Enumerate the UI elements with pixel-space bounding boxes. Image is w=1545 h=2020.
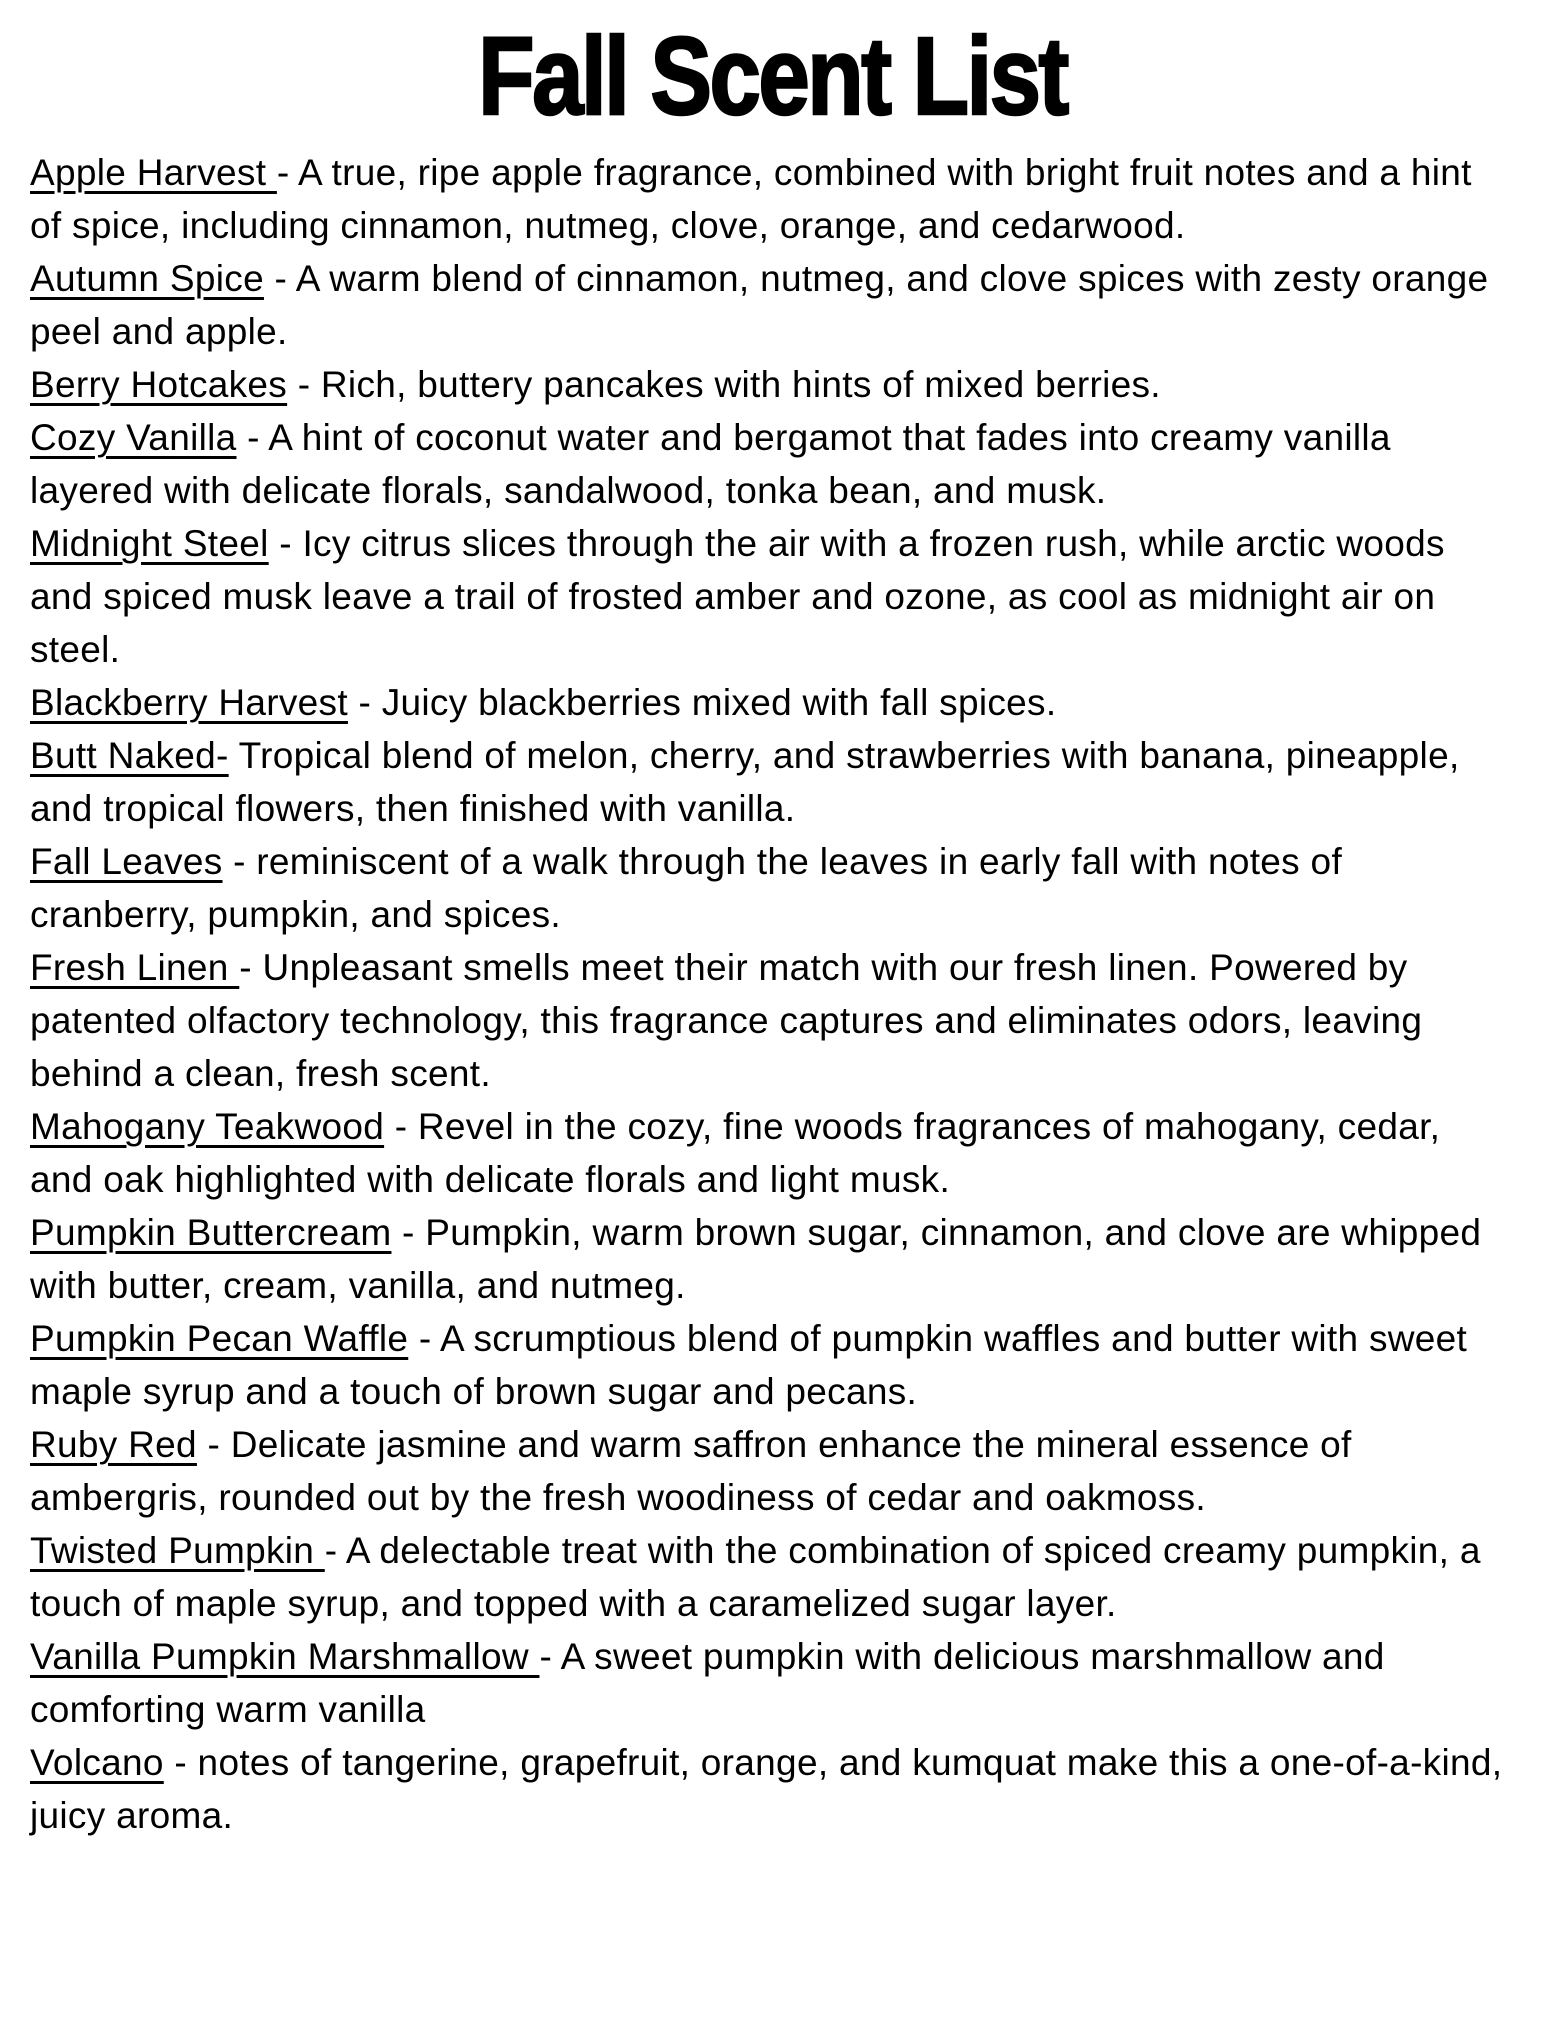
scent-list [0, 146, 1545, 1842]
document-page [0, 15, 1545, 2020]
scent-name: Cozy Vanilla [30, 417, 237, 459]
scent-entry [30, 1736, 1511, 1842]
scent-entry [30, 941, 1511, 1100]
scent-description: - A scrumptious blend of pumpkin waffles and butter with sweet maple syrup and a touch of brown sugar and pecans. [30, 1318, 1468, 1413]
scent-entry [30, 729, 1511, 835]
scent-name: Fresh Linen [30, 947, 240, 989]
scent-description: - A hint of coconut water and bergamot that fades into creamy vanilla layered with delicate florals, sandalwood, tonka bean, and musk. [30, 417, 1391, 512]
page-title: Fall Scent List [478, 15, 1067, 138]
scent-name: Mahogany Teakwood [30, 1106, 385, 1148]
scent-entry [30, 252, 1511, 358]
scent-entry [30, 1630, 1511, 1736]
scent-name: Pumpkin Buttercream [30, 1212, 392, 1254]
scent-description: Tropical blend of melon, cherry, and strawberries with banana, pineapple, and tropical flowers, then finished with vanilla. [30, 735, 1460, 830]
scent-name: Autumn Spice [30, 258, 264, 300]
scent-name: Blackberry Harvest [30, 682, 348, 724]
scent-name: Twisted Pumpkin [30, 1530, 325, 1572]
scent-description: - Rich, buttery pancakes with hints of mixed berries. [287, 364, 1161, 406]
scent-entry [30, 835, 1511, 941]
scent-entry [30, 1418, 1511, 1524]
scent-entry [30, 411, 1511, 517]
scent-name: Ruby Red [30, 1424, 197, 1466]
scent-name: Midnight Steel [30, 523, 269, 565]
scent-entry [30, 1312, 1511, 1418]
scent-description: - Juicy blackberries mixed with fall spices. [347, 682, 1057, 724]
scent-description: - Revel in the cozy, fine woods fragrances of mahogany, cedar, and oak highlighted with delicate florals and light musk. [30, 1106, 1441, 1201]
scent-entry [30, 1100, 1511, 1206]
scent-entry [30, 1206, 1511, 1312]
scent-name: Vanilla Pumpkin Marshmallow [30, 1636, 540, 1678]
scent-name: Apple Harvest [30, 152, 277, 194]
scent-entry [30, 517, 1511, 676]
scent-description: - Icy citrus slices through the air with a frozen rush, while arctic woods and spiced musk leave a trail of frosted amber and ozone, as cool as midnight air on steel. [30, 523, 1445, 671]
scent-entry [30, 676, 1511, 729]
scent-description: - Pumpkin, warm brown sugar, cinnamon, and clove are whipped with butter, cream, vanilla, and nutmeg. [30, 1212, 1482, 1307]
scent-description: - A sweet pumpkin with delicious marshmallow and comforting warm vanilla [30, 1636, 1385, 1731]
scent-description: - Unpleasant smells meet their match with our fresh linen. Powered by patented olfactory technology, this fragrance captures and eliminates odors, leaving behind a clean, fresh scent. [30, 947, 1423, 1095]
scent-description: - A delectable treat with the combination of spiced creamy pumpkin, a touch of maple syrup, and topped with a caramelized sugar layer. [30, 1530, 1481, 1625]
scent-entry [30, 1524, 1511, 1630]
scent-name: Volcano [30, 1742, 164, 1784]
scent-name: Butt Naked- [30, 735, 229, 777]
scent-description: - notes of tangerine, grapefruit, orange, and kumquat make this a one-of-a-kind, juicy aroma. [30, 1742, 1503, 1837]
scent-description: - A true, ripe apple fragrance, combined with bright fruit notes and a hint of spice, including cinnamon, nutmeg, clove, orange, and cedarwood. [30, 152, 1472, 247]
scent-description: - Delicate jasmine and warm saffron enhance the mineral essence of ambergris, rounded out by the fresh woodiness of cedar and oakmoss. [30, 1424, 1352, 1519]
scent-entry [30, 146, 1511, 252]
scent-name: Pumpkin Pecan Waffle [30, 1318, 409, 1360]
scent-entry [30, 358, 1511, 411]
scent-name: Berry Hotcakes [30, 364, 288, 406]
scent-description: - reminiscent of a walk through the leaves in early fall with notes of cranberry, pumpkin, and spices. [30, 841, 1343, 936]
scent-description: - A warm blend of cinnamon, nutmeg, and clove spices with zesty orange peel and apple. [30, 258, 1489, 353]
scent-name: Fall Leaves [30, 841, 223, 883]
